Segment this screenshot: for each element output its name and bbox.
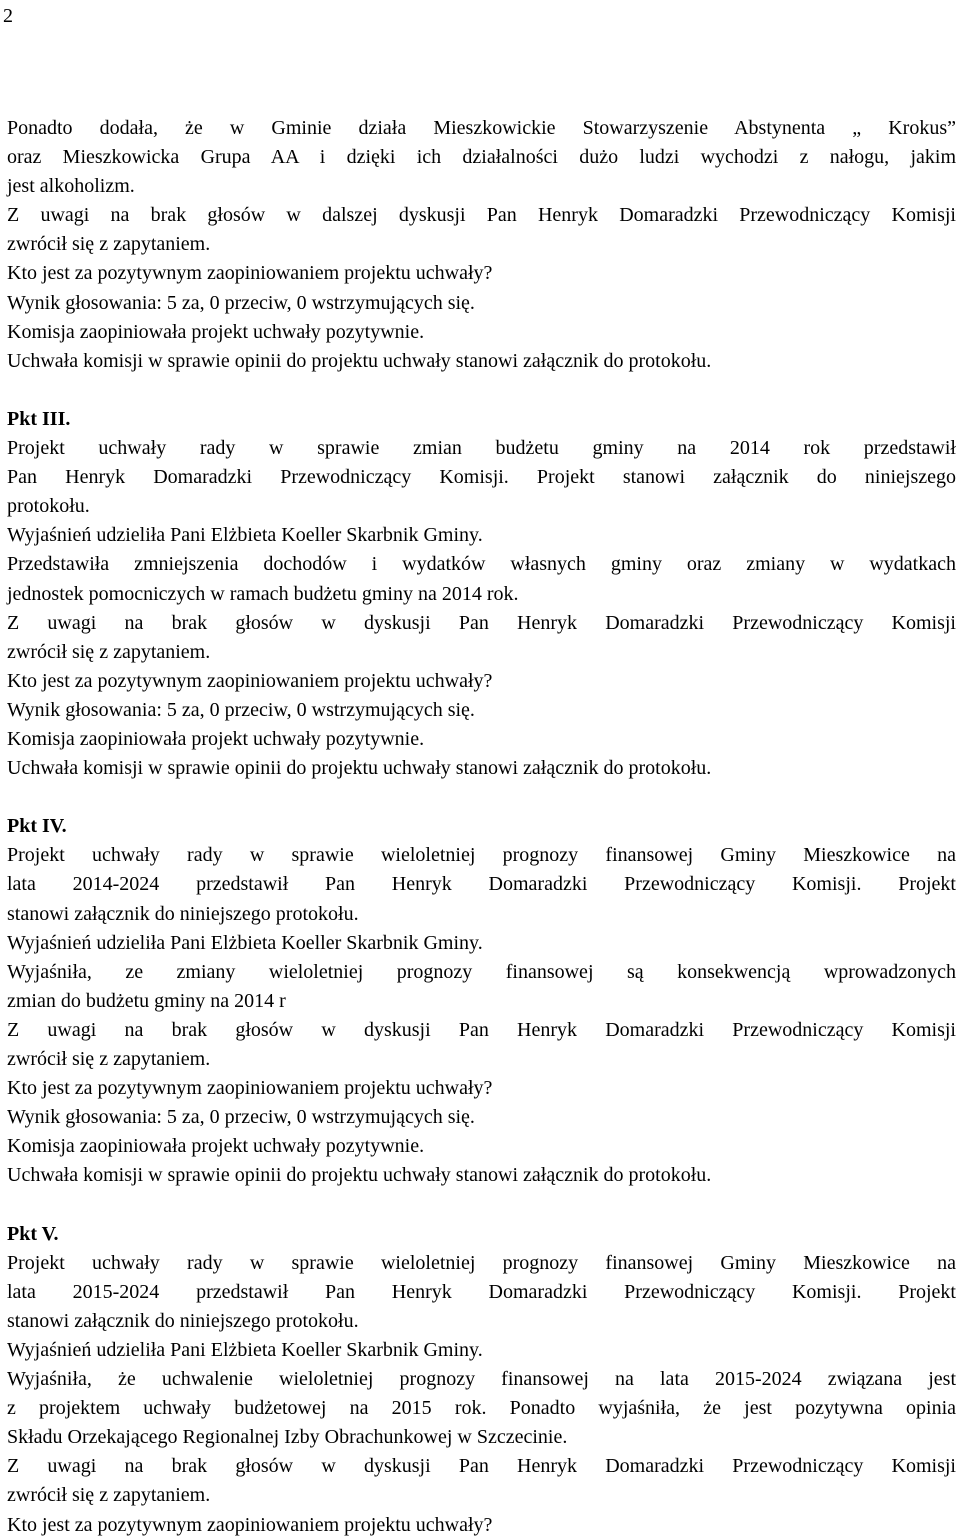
page-number: 2 (3, 5, 13, 27)
text-line: Kto jest za pozytywnym zaopiniowaniem projektu uchwały? (7, 669, 493, 692)
intro-paragraph (7, 114, 956, 376)
text-line: Komisja zaopiniowała projekt uchwały pozytywnie. (7, 1135, 425, 1158)
text-line: lata 2014-2024 przedstawił Pan Henryk Domaradzki Przewodniczący Komisji. Projekt (7, 873, 956, 896)
section-pkt-v (7, 1220, 956, 1540)
text-line: Projekt uchwały rady w sprawie zmian budżetu gminy na 2014 rok przedstawił (7, 437, 956, 460)
section-heading: Pkt V. (7, 1222, 59, 1245)
text-line: Z uwagi na brak głosów w dyskusji Pan Henryk Domaradzki Przewodniczący Komisji (7, 1018, 956, 1041)
text-line: Uchwała komisji w sprawie opinii do projektu uchwały stanowi załącznik do protokołu. (7, 1164, 712, 1187)
text-line: Wyjaśniła, ze zmiany wieloletniej prognozy finansowej są konsekwencją wprowadzonych (7, 960, 956, 983)
text-line: zwrócił się z zapytaniem. (7, 233, 211, 256)
text-line: zmian do budżetu gminy na 2014 r (7, 989, 286, 1012)
text-line: Z uwagi na brak głosów w dalszej dyskusji Pan Henryk Domaradzki Przewodniczący Komisji (7, 204, 956, 227)
document-body (7, 114, 956, 1540)
text-line: Przedstawiła zmniejszenia dochodów i wydatków własnych gminy oraz zmiany w wydatkach (7, 553, 956, 576)
section-pkt-iii (7, 405, 956, 783)
text-line: zwrócił się z zapytaniem. (7, 1048, 211, 1070)
text-line: Ponadto dodała, że w Gminie działa Mieszkowickie Stowarzyszenie Abstynenta „ Krokus” (7, 117, 956, 139)
text-line: zwrócił się z zapytaniem. (7, 1484, 211, 1507)
text-line: Wyjaśnień udzieliła Pani Elżbieta Koeller Skarbnik Gminy. (7, 931, 483, 954)
text-line: Wynik głosowania: 5 za, 0 przeciw, 0 wstrzymujących się. (7, 291, 475, 314)
text-line: Wyjaśnień udzieliła Pani Elżbieta Koeller Skarbnik Gminy. (7, 524, 483, 547)
text-line: Składu Orzekającego Regionalnej Izby Obrachunkowej w Szczecinie. (7, 1426, 568, 1449)
section-pkt-iv (7, 812, 956, 1190)
text-line: Wynik głosowania: 5 za, 0 przeciw, 0 wstrzymujących się. (7, 698, 475, 721)
text-line: protokołu. (7, 495, 90, 518)
section-heading: Pkt IV. (7, 815, 67, 838)
text-line: Uchwała komisji w sprawie opinii do projektu uchwały stanowi załącznik do protokołu. (7, 757, 712, 780)
text-line: z projektem uchwały budżetowej na 2015 rok. Ponadto wyjaśniła, że jest pozytywna opinia (7, 1397, 956, 1420)
text-line: Projekt uchwały rady w sprawie wieloletniej prognozy finansowej Gminy Mieszkowice na (7, 1251, 956, 1274)
text-line: stanowi załącznik do niniejszego protokołu. (7, 902, 359, 925)
text-line: stanowi załącznik do niniejszego protokołu. (7, 1309, 359, 1332)
text-line: Komisja zaopiniowała projekt uchwały pozytywnie. (7, 727, 425, 750)
text-line: Z uwagi na brak głosów w dyskusji Pan Henryk Domaradzki Przewodniczący Komisji (7, 611, 956, 634)
text-line: Pan Henryk Domaradzki Przewodniczący Komisji. Projekt stanowi załącznik do niniejszego (7, 466, 956, 489)
text-line: Uchwała komisji w sprawie opinii do projektu uchwały stanowi załącznik do protokołu. (7, 349, 712, 372)
text-line: Z uwagi na brak głosów w dyskusji Pan Henryk Domaradzki Przewodniczący Komisji (7, 1455, 956, 1478)
text-line: Wyjaśnień udzieliła Pani Elżbieta Koeller Skarbnik Gminy. (7, 1338, 483, 1361)
text-line: Projekt uchwały rady w sprawie wieloletniej prognozy finansowej Gminy Mieszkowice na (7, 844, 956, 867)
text-line: jest alkoholizm. (7, 175, 135, 198)
text-line: jednostek pomocniczych w ramach budżetu gminy na 2014 rok. (7, 582, 519, 605)
text-line: lata 2015-2024 przedstawił Pan Henryk Domaradzki Przewodniczący Komisji. Projekt (7, 1280, 956, 1303)
text-line: Kto jest za pozytywnym zaopiniowaniem projektu uchwały? (7, 262, 493, 285)
text-line: Kto jest za pozytywnym zaopiniowaniem projektu uchwały? (7, 1513, 493, 1536)
text-line: oraz Mieszkowicka Grupa AA i dzięki ich działalności dużo ludzi wychodzi z nałogu, jakim (7, 146, 956, 169)
text-line: Komisja zaopiniowała projekt uchwały pozytywnie. (7, 320, 425, 343)
section-heading: Pkt III. (7, 407, 71, 430)
text-line: Wynik głosowania: 5 za, 0 przeciw, 0 wstrzymujących się. (7, 1106, 475, 1129)
text-line: zwrócił się z zapytaniem. (7, 640, 211, 663)
text-line: Kto jest za pozytywnym zaopiniowaniem projektu uchwały? (7, 1077, 493, 1100)
text-line: Wyjaśniła, że uchwalenie wieloletniej prognozy finansowej na lata 2015-2024 związana jest (7, 1368, 956, 1391)
